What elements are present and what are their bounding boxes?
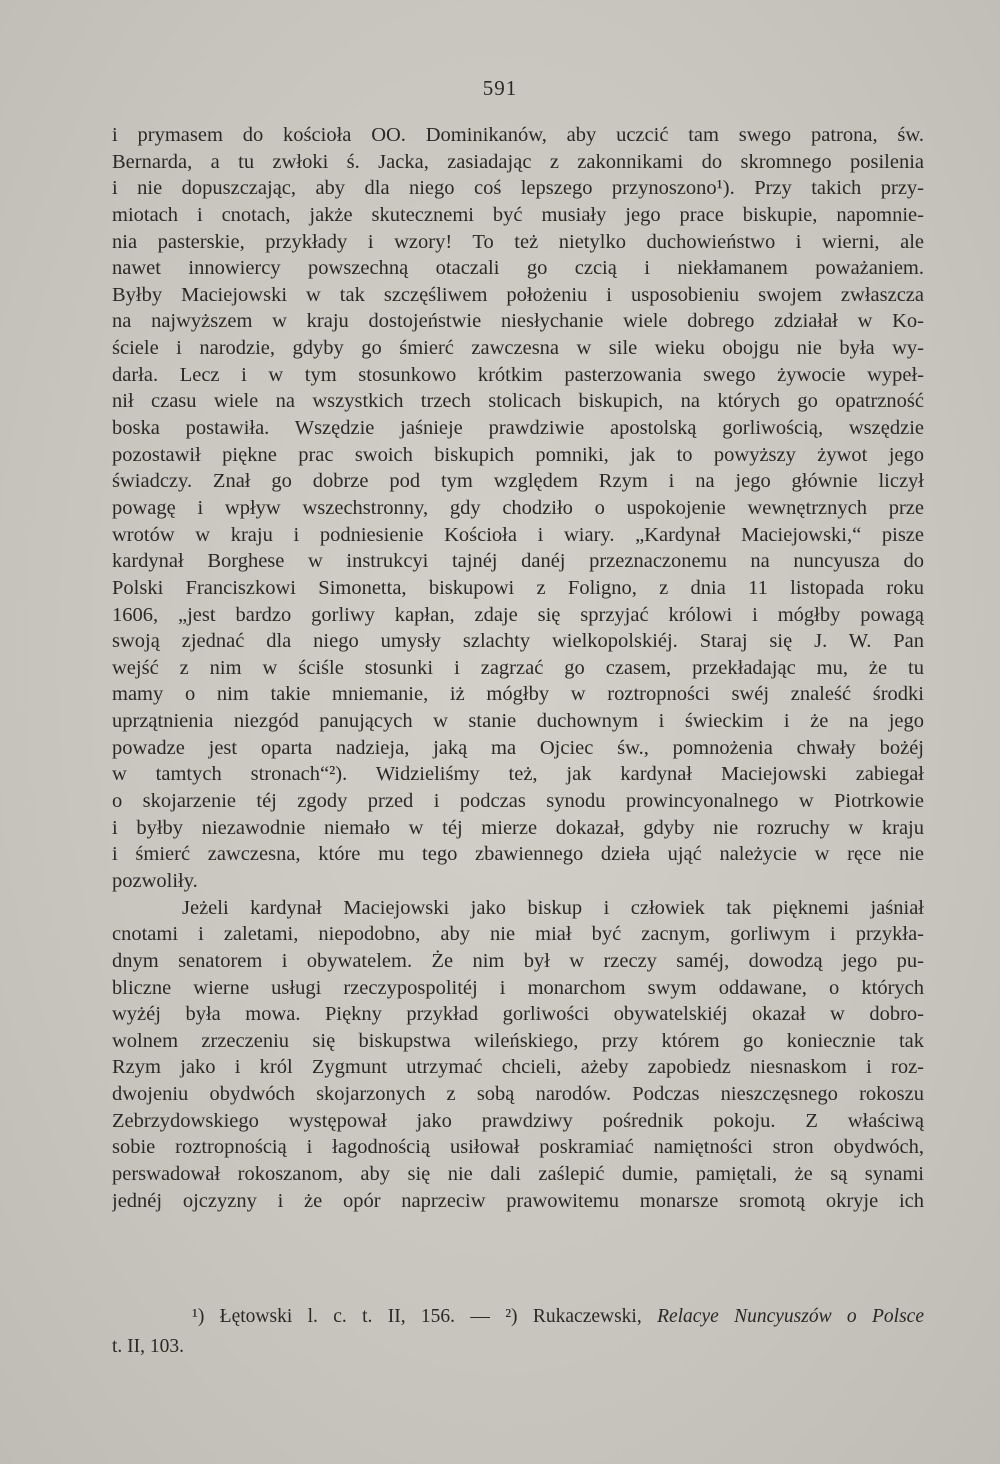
text-line: mamy o nim takie mniemanie, iż mógłby w roztropności swéj znaleść środki [112,683,924,706]
text-line: Jeżeli kardynał Maciejowski jako biskup i człowiek tak pięknemi jaśniał [182,896,924,919]
text-line: Zebrzydowskiego występował jako prawdziwy pośrednik pokoju. Z właściwą [112,1109,924,1132]
text-line: wrotów w kraju i podniesienie Kościoła i wiary. „Kardynał Maciejowski,“ pisze [112,523,924,546]
body-text [112,122,924,1214]
paragraph-1 [112,122,924,895]
text-line: dnym senatorem i obywatelem. Że nim był w rzeczy saméj, dowodzą jego pu- [112,949,924,972]
text-line: kardynał Borghese w instrukcyi tajnéj danéj przeznaczonemu na nuncyusza do [112,550,924,573]
text-line: i prymasem do kościoła OO. Dominikanów, aby uczcić tam swego patrona, św. [112,124,924,146]
text-line: nawet innowiercy powszechną otaczali go czcią i niekłamanem poważaniem. [112,257,924,280]
text-line: wyżéj była mowa. Piękny przykład gorliwości obywatelskiéj okazał w dobro- [112,1003,924,1026]
footnote-line [112,1302,924,1332]
text-line: Polski Franciszkowi Simonetta, biskupowi z Foligno, z dnia 11 listopada roku [112,576,924,599]
text-line: uprzątnienia niezgód panujących w stanie duchownym i świeckim i że na jego [112,710,924,733]
footnote-line: t. II, 103. [112,1336,185,1357]
footnote-title: Relacye Nuncyuszów o Polsce [657,1306,924,1327]
text-line: w tamtych stronach“²). Widzieliśmy też, jak kardynał Maciejowski zabiegał [112,763,924,786]
page-number: 591 [482,76,518,100]
footnotes [112,1302,924,1362]
text-line: ściele i narodzie, gdyby go śmierć zawczesna w sile wieku obojgu nie była wy- [112,337,924,360]
text-line: dwojeniu obydwóch skojarzonych z sobą narodów. Podczas nieszczęsnego rokoszu [112,1083,924,1106]
text-line: Rzym jako i król Zygmunt utrzymać chcieli, ażeby zapobiedz niesnaskom i roz- [112,1056,924,1079]
text-line: i nie dopuszczając, aby dla niego coś lepszego przynoszono¹). Przy takich przy- [112,177,924,200]
text-line: pozwoliły. [112,869,198,892]
text-line: swoją zjednać dla niego umysły szlachty wielkopolskiéj. Staraj się J. W. Pan [112,630,924,653]
paragraph-2 [112,895,924,1215]
text-line: miotach i cnotach, jakże skutecznemi być musiały jego prace biskupie, napomnie- [112,203,924,226]
text-line: pozostawił piękne prac swoich biskupich pomniki, jak to powyższy żywot jego [112,443,924,466]
text-line: sobie roztropnością i łagodnością usiłował poskramiać namiętności stron obydwóch, [112,1136,924,1159]
text-line: powagę i wpływ wszechstronny, gdy chodziło o uspokojenie wewnętrznych prze [112,496,924,519]
text-line: wejść z nim w ściśle stosunki i zagrzać go czasem, przekładając mu, że tu [112,656,924,679]
text-line: darła. Lecz i w tym stosunkowo krótkim pasterzowania swego żywocie wypeł- [112,363,924,386]
text-line: 1606, „jest bardzo gorliwy kapłan, zdaje się sprzyjać królowi i mógłby powagą [112,603,924,626]
text-line: Byłby Maciejowski w tak szczęśliwem położeniu i usposobieniu swojem zwłaszcza [112,283,924,306]
text-line: perswadował rokoszanom, aby się nie dali zaślepić dumie, pamiętali, że są synami [112,1162,924,1185]
text-line: i byłby niezawodnie niemało w téj mierze dokazał, gdyby nie rozruchy w kraju [112,816,924,839]
text-line: cnotami i zaletami, niepodobno, aby nie miał być zacnym, gorliwym i przykła- [112,923,924,946]
text-line: nił czasu wiele na wszystkich trzech stolicach biskupich, na których go opatrzność [112,390,924,413]
text-line: na najwyższem w kraju dostojeństwie niesłychanie wiele dobrego zdziałał w Ko- [112,310,924,333]
footnote-text: ¹) Łętowski l. c. t. II, 156. — ²) Rukaczewski, [192,1306,658,1327]
text-line: boska postawiła. Wszędzie jaśnieje prawdziwie apostolską gorliwością, wszędzie [112,417,924,440]
text-line: świadczy. Znał go dobrze pod tym względem Rzym i na jego głównie liczył [112,470,924,493]
text-line: bliczne wierne usługi rzeczypospolitéj i monarchom swym oddawane, o których [112,976,924,999]
text-line: powadze jest oparta nadzieja, jaką ma Ojciec św., pomnożenia chwały bożéj [112,736,924,759]
text-line: jednéj ojczyzny i że opór naprzeciw prawowitemu monarsze sromotą okryje ich [112,1189,924,1212]
text-line: nia pasterskie, przykłady i wzory! To też nietylko duchowieństwo i wierni, ale [112,230,924,253]
text-line: wolnem zrzeczeniu się biskupstwa wileńskiego, przy którem go koniecznie tak [112,1029,924,1052]
text-line: i śmierć zawczesna, które mu tego zbawiennego dzieła ująć należycie w ręce nie [112,843,924,866]
text-line: Bernarda, a tu zwłoki ś. Jacka, zasiadając z zakonnikami do skromnego posilenia [112,150,924,173]
text-line: o skojarzenie téj zgody przed i podczas synodu prowincyonalnego w Piotrkowie [112,790,924,813]
